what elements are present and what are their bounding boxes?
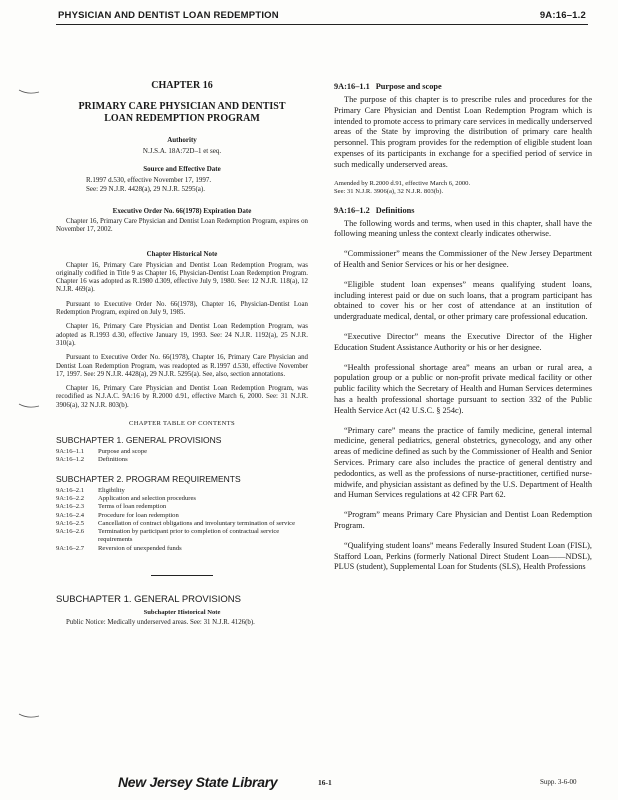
historical-note-para: Chapter 16, Primary Care Physician and Dentist Loan Redemption Program, was recodified as N.J.A.C. 9A:16 by R.2000 d.91, effective March 6, 2000. See: 31 N.J.R. 3906(a), 32 N.J.R. 803(b). — [56, 385, 308, 409]
subchapter-note-heading: Subchapter Historical Note — [143, 609, 221, 617]
subchapter-1-heading: SUBCHAPTER 1. GENERAL PROVISIONS — [56, 594, 241, 606]
toc-item[interactable]: 9A:16–2.6 Termination by participant prior to completion of contractual service requirements — [56, 528, 280, 544]
page-number: 16-1 — [318, 778, 332, 787]
toc-item[interactable]: 9A:16–2.7 Reversion of unexpended funds — [56, 544, 182, 552]
definition-para: “Executive Director” means the Executive Director of the Higher Education Student Assistance Authority or his or her designee. — [334, 331, 592, 352]
definition-para: “Commissioner” means the Commissioner of the New Jersey Department of Health and Senior Services or his or her designee. — [334, 249, 592, 269]
section-divider — [151, 575, 213, 576]
chapter-title: CHAPTER 16 — [151, 80, 213, 91]
toc-subchapter-title: SUBCHAPTER 2. PROGRAM REQUIREMENTS — [56, 473, 241, 484]
historical-note-para: Pursuant to Executive Order No. 66(1978), Chapter 16, Physician-Dentist Loan Redemption Program, expired on July 9, 1985. — [56, 300, 308, 317]
toc-item[interactable]: 9A:16–2.5 Cancellation of contract obligations and involuntary termination of service — [56, 519, 296, 527]
library-stamp: New Jersey State Library — [118, 774, 278, 790]
toc-item[interactable]: 9A:16–1.2 Definitions — [56, 456, 128, 464]
source-text: R.1997 d.530, effective November 17, 1997. See: 29 N.J.R. 4428(a), 29 N.J.R. 5295(a). — [86, 176, 212, 193]
toc-item[interactable]: 9A:16–2.3 Terms of loan redemption — [56, 503, 167, 511]
definition-para: The following words and terms, when used in this chapter, shall have the following meaning unless the context clearly indicates otherwise. — [334, 218, 592, 239]
definition-para: “Program” means Primary Care Physician and Dentist Loan Redemption Program. — [334, 510, 592, 530]
definition-para: “Primary care” means the practice of family medicine, general internal medicine, general pediatrics, general obstetrics, gynecology, and any other areas of medicine defined as such by the Commissioner of Health and Senior Services. Primary care also includes the practice of general dentistry and pedodontics, as well as the professions of nurse-practitioner, certified nurse-midwife, and physician assistant as defined by the U.S. Department of Health and Human Services regulations at 42 CFR Part 62. — [334, 425, 592, 500]
historical-note-para: Chapter 16, Primary Care Physician and Dentist Loan Redemption Program, was adopted as R.1993 d.30, effective January 19, 1993. See: 24 N.J.R. 1192(a), 25 N.J.R. 310(a). — [56, 323, 308, 347]
header-title: PHYSICIAN AND DENTIST LOAN REDEMPTION — [58, 10, 279, 21]
margin-tick-icon — [18, 88, 40, 96]
amendment-note: Amended by R.2000 d.91, effective March 6, 2000. See: 31 N.J.R. 3906(a), 32 N.J.R. 803(b). — [334, 179, 471, 195]
source-heading: Source and Effective Date — [143, 165, 221, 173]
toc-item[interactable]: 9A:16–2.2 Application and selection procedures — [56, 494, 196, 502]
supplement-date: Supp. 3-6-00 — [540, 778, 577, 786]
header-section-number: 9A:16–1.2 — [539, 10, 586, 21]
purpose-text: The purpose of this chapter is to prescribe rules and procedures for the Primary Care Physician and Dentist Loan Redemption Program which is intended to promote access to primary care services in medically underserved areas of the State by improving the distribution of primary care health personnel. This program provides for the redemption of eligible student loan expenses of its participants in exchange for a specified period of service in such medically underserved areas. — [334, 95, 592, 169]
toc-item[interactable]: 9A:16–1.1 Purpose and scope — [56, 448, 148, 456]
toc-subchapter-2 — [56, 474, 308, 553]
margin-tick-icon — [18, 402, 40, 410]
toc-subchapter-title: SUBCHAPTER 1. GENERAL PROVISIONS — [56, 435, 222, 446]
toc-subchapter-1 — [56, 435, 308, 465]
toc-item[interactable]: 9A:16–2.4 Procedure for loan redemption — [56, 511, 179, 519]
historical-note-heading: Chapter Historical Note — [146, 250, 218, 258]
section-heading-purpose: 9A:16–1.1 Purpose and scope — [334, 82, 442, 91]
left-column — [56, 80, 308, 627]
authority-heading: Authority — [167, 136, 197, 144]
definition-para: “Qualifying student loans” means Federally Insured Student Loan (FISL), Stafford Loan, Perkins (formerly National Direct Student Loan——NDSL), PLUS (student), Supplemental Loan for Students (SLS), Health Professions — [334, 540, 592, 572]
chapter-subtitle: PRIMARY CARE PHYSICIAN AND DENTIST LOAN REDEMPTION PROGRAM — [78, 101, 286, 124]
toc-heading: CHAPTER TABLE OF CONTENTS — [129, 420, 235, 428]
running-header — [56, 8, 588, 25]
section-heading-definitions: 9A:16–1.2 Definitions — [334, 205, 415, 215]
exec-order-text: Chapter 16, Primary Care Physician and Dentist Loan Redemption Program, expires on November 17, 2002. — [56, 218, 308, 234]
definition-para: “Eligible student loan expenses” means qualifying student loans, including interest paid or due on such loans, that a program participant has obtained to cover his or her cost of attendance at an institution of undergraduate medical, dental, or other primary care professional education. — [334, 279, 592, 322]
public-notice: Public Notice: Medically underserved areas. See: 31 N.J.R. 4126(b). — [66, 619, 255, 627]
right-column — [334, 80, 592, 573]
margin-tick-icon — [18, 712, 40, 720]
historical-note-para: Chapter 16, Primary Care Physician and Dentist Loan Redemption Program, was originally codified in Title 9 as Chapter 16, Physician-Dentist Loan Redemption Program. Chapter 16 was adopted as R.1980 d.309, effective July 9, 1980. See: 12 N.J.R. 118(a), 12 N.J.R. 469(a). — [56, 261, 308, 294]
exec-order-heading: Executive Order No. 66(1978) Expiration Date — [112, 207, 252, 215]
toc-item[interactable]: 9A:16–2.1 Eligibility — [56, 486, 125, 494]
authority-text: N.J.S.A. 18A:72D–1 et seq. — [142, 147, 222, 155]
historical-note-para: Pursuant to Executive Order No. 66(1978), Chapter 16, Primary Care Physician and Dentist Loan Redemption Program, was readopted as R.1997 d.530, effective November 17, 1997. See: 29 N.J.R. 4428(a), 29 N.J.R. 5295(a). See, also, section annotations. — [56, 354, 308, 378]
definition-para: “Health professional shortage area” means an urban or rural area, a population group or a public or non-profit private medical facility or other public facility which the Secretary of Health and Human Services determines has a health professional shortage pursuant to section 332 of the Public Health Service Act (42 U.S.C. § 254c). — [334, 362, 592, 415]
